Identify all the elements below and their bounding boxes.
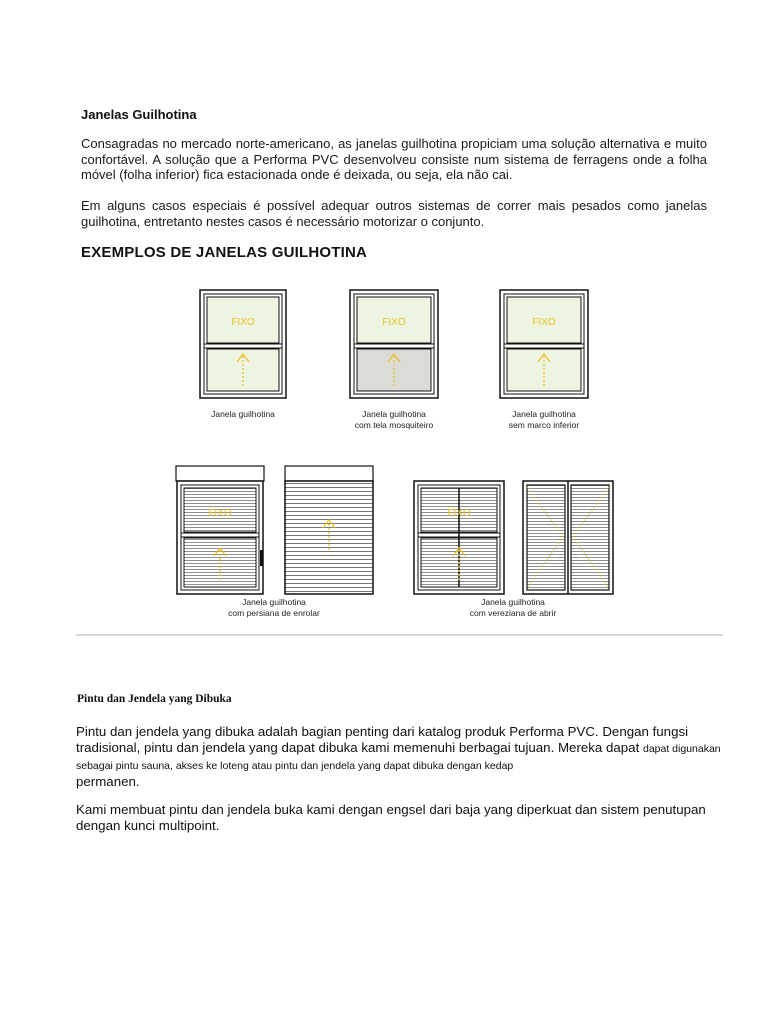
window-roller-shutter-open bbox=[176, 466, 264, 594]
caption-line: Janela guilhotina bbox=[512, 409, 576, 419]
pintu-paragraph-1 bbox=[76, 724, 726, 790]
section-divider bbox=[76, 634, 723, 636]
caption-line: com tela mosquiteiro bbox=[354, 420, 434, 430]
caption-line: com vereziana de abrir bbox=[469, 608, 557, 618]
pintu-paragraph-2: Kami membuat pintu dan jendela buka kami dengan engsel dari baja yang diperkuat dan sistem penutupan dengan kunci multipoint. bbox=[76, 802, 706, 833]
special-cases-paragraph: Em alguns casos especiais é possível adequar outros sistemas de correr mais pesados como janelas guilhotina, entretanto nestes casos é necessário motorizar o conjunto. bbox=[81, 198, 707, 229]
caption-line: Janela guilhotina bbox=[242, 597, 306, 607]
window-venetian-closed bbox=[523, 481, 613, 594]
pintu-paragraph-1-end: permanen. bbox=[76, 774, 140, 789]
window-guilhotina-no-sill bbox=[500, 290, 588, 398]
caption-line: Janela guilhotina bbox=[211, 409, 275, 419]
window-venetian-open bbox=[414, 481, 504, 594]
examples-title: EXEMPLOS DE JANELAS GUILHOTINA bbox=[81, 244, 368, 261]
caption-line: Janela guilhotina bbox=[481, 597, 545, 607]
pintu-section-title: Pintu dan Jendela yang Dibuka bbox=[77, 693, 232, 705]
fixo-label: FIXO bbox=[447, 508, 471, 519]
caption-line: com persiana de enrolar bbox=[228, 608, 320, 618]
intro-paragraph: Consagradas no mercado norte-americano, as janelas guilhotina propiciam uma solução alternativa e muito confortável. A solução que a Performa PVC desenvolveu consiste num sistema de ferragens onde a folha móvel (folha inferior) fica estacionada onde é deixada, ou seja, ela não cai. bbox=[81, 136, 707, 182]
caption-window-1 bbox=[193, 409, 293, 420]
section-title: Janelas Guilhotina bbox=[81, 107, 197, 122]
fixo-label: FIXO bbox=[382, 317, 406, 328]
caption-window-5 bbox=[453, 597, 573, 619]
fixo-label: FIXO bbox=[208, 508, 232, 519]
window-guilhotina-basic bbox=[200, 290, 286, 398]
caption-window-3 bbox=[494, 409, 594, 431]
pintu-paragraph-1-main: Pintu dan jendela yang dibuka adalah bagian penting dari katalog produk Performa PVC. Dengan fungsi tradisional, pintu dan jendela yang dapat dibuka kami memenuhi berbagai tujuan. Mereka dapat bbox=[76, 724, 689, 755]
caption-window-4 bbox=[214, 597, 334, 619]
caption-line: Janela guilhotina bbox=[362, 409, 426, 419]
window-roller-shutter-closed bbox=[285, 466, 373, 594]
caption-window-2 bbox=[344, 409, 444, 431]
fixo-label: FIXO bbox=[231, 317, 255, 328]
caption-line: sem marco inferior bbox=[508, 420, 580, 430]
fixo-label: FIXO bbox=[532, 317, 556, 328]
pintu-paragraph-1-small: dapat digunakan sebagai pintu sauna, akses ke loteng atau pintu dan jendela yang dapat dibuka dengan kedap bbox=[76, 743, 721, 772]
window-guilhotina-mosquito bbox=[350, 290, 438, 398]
